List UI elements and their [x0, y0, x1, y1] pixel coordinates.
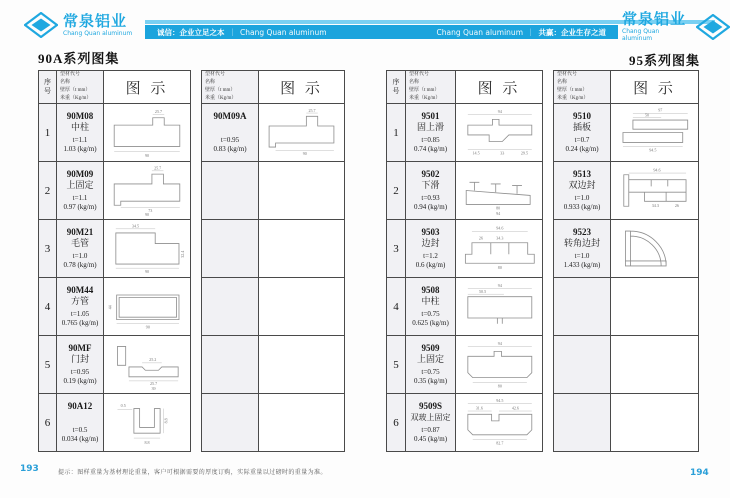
- row-index: 6: [387, 394, 406, 451]
- profile-thickness: t=0.93: [421, 194, 440, 203]
- table-95-main: [386, 70, 543, 452]
- table-row: [387, 161, 542, 219]
- info-header-line: 型材代号: [205, 72, 226, 77]
- profile-info: [57, 162, 104, 219]
- profile-info: [406, 220, 456, 277]
- col-header-info: [406, 71, 456, 103]
- profile-outline: [134, 409, 160, 434]
- profile-thickness: t=0.87: [421, 425, 440, 434]
- empty-info-cell: [554, 394, 611, 451]
- diagram-header-label: 图 示: [633, 80, 676, 97]
- diagram-header-label: 图 示: [125, 80, 169, 97]
- dim-line: [117, 409, 163, 439]
- empty-diagram-cell: [259, 278, 344, 335]
- profile-diagram-cell: [104, 336, 190, 393]
- dim-label: 94.6: [653, 167, 661, 173]
- info-header-line: 型材代号: [557, 72, 578, 77]
- profile-thickness: t=0.7: [574, 136, 590, 145]
- profile-info: [554, 104, 611, 161]
- profile-diagram-90m09: [106, 164, 188, 217]
- info-header-line: 型材代号: [409, 72, 430, 77]
- empty-info-cell: [554, 336, 611, 393]
- profile-thickness: t=0.95: [70, 368, 90, 377]
- empty-diagram-cell: [259, 394, 344, 451]
- profile-weight: 0.78 (kg/m): [63, 261, 97, 270]
- profile-thickness: t=1.1: [72, 194, 88, 203]
- brand-name-en: Chang Quan aluminum: [63, 29, 133, 37]
- profile-diagram-9501: [458, 106, 540, 159]
- table-row: [387, 277, 542, 335]
- dim-label: 94: [497, 108, 502, 114]
- profile-diagram-cell: [456, 104, 542, 161]
- dim-label: 73: [148, 207, 153, 213]
- table-row: [387, 393, 542, 451]
- profile-info: [406, 162, 456, 219]
- profile-thickness: t=1.05: [70, 310, 90, 319]
- diagram-header-label: 图 示: [280, 80, 323, 97]
- table-90a-main: [38, 70, 191, 452]
- dim-label: 90: [144, 269, 150, 275]
- brand-name-cn: 常泉铝业: [622, 10, 687, 28]
- empty-row: [554, 393, 698, 451]
- dim-label: 34.3: [651, 203, 659, 209]
- banner-divider: ｜: [527, 27, 535, 37]
- profile-code: 9501: [421, 110, 440, 121]
- dim-label: 25.2: [149, 357, 157, 363]
- row-index: 3: [387, 220, 406, 277]
- profile-code: 9513: [573, 168, 591, 179]
- profile-weight: 0.24 (kg/m): [565, 145, 599, 154]
- profile-code: 9502: [421, 168, 440, 179]
- profile-thickness: t=1.1: [72, 136, 88, 145]
- profile-outline: [466, 182, 530, 204]
- profile-diagram-cell: [611, 104, 698, 161]
- profile-weight: 1.433 (kg/m): [563, 261, 601, 270]
- dim-line: [468, 114, 532, 149]
- table-row: [387, 335, 542, 393]
- info-header-line: 壁厚（t mm）: [205, 88, 236, 93]
- dim-label: 25.7: [308, 107, 316, 113]
- profile-weight: 0.94 (kg/m): [413, 203, 448, 212]
- dim-label: 90: [145, 324, 150, 330]
- profile-code: 9510: [573, 110, 591, 121]
- row-index: 5: [39, 336, 57, 393]
- dim-line: [623, 113, 688, 146]
- dim-line: [468, 346, 532, 382]
- profile-diagram-90m08: [106, 106, 188, 159]
- brand-name-en: Chang Quan aluminum: [622, 28, 660, 42]
- brand-name-block: [63, 11, 133, 37]
- banner-right-text: [436, 27, 606, 38]
- profile-outline: [116, 233, 179, 264]
- dim-label: 50: [644, 112, 650, 118]
- col-header-diagram: [456, 71, 542, 103]
- dim-label: 44: [107, 305, 113, 310]
- empty-row: [202, 335, 344, 393]
- profile-name: 门封: [70, 354, 89, 365]
- left-page-number: 193: [20, 464, 39, 474]
- profile-info: [57, 278, 104, 335]
- table-row: [39, 103, 190, 161]
- profile-outline: [114, 118, 180, 147]
- profile-code: 9503: [421, 226, 440, 237]
- table-header-row: [39, 71, 190, 103]
- profile-info: [57, 336, 104, 393]
- profile-name: 下滑: [421, 180, 440, 191]
- dim-label: 26: [478, 235, 484, 241]
- table-row: [554, 161, 698, 219]
- profile-diagram-90m44: [106, 280, 188, 333]
- profile-diagram-cell: [456, 394, 542, 451]
- profile-outline: [468, 414, 532, 435]
- table-header-row: [202, 71, 344, 103]
- dim-label: 14.5: [472, 150, 480, 156]
- profile-thickness: t=0.85: [421, 136, 440, 145]
- row-index: 2: [387, 162, 406, 219]
- profile-diagram-cell: [611, 162, 698, 219]
- banner-left-slogan: 诚信：企业立足之本: [157, 27, 225, 37]
- brand-diamond-icon: [24, 12, 58, 38]
- profile-info: [554, 162, 611, 219]
- profile-info: [406, 394, 456, 451]
- dim-label: 82.7: [496, 440, 504, 446]
- info-header-line: 米重（Kg/m）: [60, 96, 92, 101]
- profile-info: [554, 220, 611, 277]
- info-header-line: 名称: [409, 80, 420, 85]
- dim-label: 90: [144, 211, 150, 217]
- right-page-number: 194: [690, 468, 709, 478]
- profile-thickness: t=0.75: [421, 368, 440, 377]
- empty-info-cell: [202, 336, 259, 393]
- profile-outline: [465, 243, 534, 264]
- col-header-diagram: [104, 71, 190, 103]
- profile-outline: [117, 346, 178, 376]
- profile-info: [57, 104, 104, 161]
- profile-weight: 0.765 (kg/m): [61, 319, 99, 328]
- dim-label: 34.3: [496, 235, 504, 241]
- profile-thickness: t=1.0: [72, 252, 88, 261]
- row-index: 2: [39, 162, 57, 219]
- profile-outline: [114, 174, 180, 205]
- banner-divider: ｜: [228, 27, 236, 37]
- dim-label: 94.6: [496, 225, 504, 231]
- logo-right: [622, 12, 730, 42]
- table-row: [554, 219, 698, 277]
- profile-outline: [624, 175, 686, 207]
- table-row: [39, 161, 190, 219]
- profile-weight: 0.034 (kg/m): [61, 434, 99, 443]
- info-header-line: 壁厚（t mm）: [60, 88, 91, 93]
- dim-label: 8.8: [144, 439, 150, 445]
- profile-code: 90M21: [66, 226, 94, 237]
- profile-outline: [468, 119, 532, 141]
- banner-left-en: Chang Quan aluminum: [240, 27, 327, 37]
- dim-label: 94.5: [496, 398, 504, 403]
- profile-diagram-cell: [611, 220, 698, 277]
- dim-line: [116, 229, 179, 268]
- dim-label: 90: [144, 153, 150, 159]
- profile-weight: 0.74 (kg/m): [413, 145, 448, 154]
- profile-code: 9509: [421, 342, 440, 353]
- profile-code: 90A12: [67, 401, 93, 412]
- dim-label: 80: [496, 205, 501, 211]
- profile-info: [406, 278, 456, 335]
- profile-code: 90M09: [66, 168, 94, 179]
- col-header-info: [554, 71, 611, 103]
- profile-weight: 0.933 (kg/m): [563, 203, 601, 212]
- table-90a-extra: [201, 70, 345, 452]
- profile-weight: 0.6 (kg/m): [415, 261, 446, 270]
- dim-label: 31.6: [475, 405, 483, 411]
- profile-outline: [623, 120, 688, 142]
- profile-name: 双玻上固定: [410, 412, 451, 422]
- dim-line: [276, 113, 334, 150]
- profile-thickness: t=0.95: [220, 135, 240, 144]
- profile-diagram-9523: [613, 222, 696, 275]
- row-index: 1: [39, 104, 57, 161]
- profile-info: [57, 394, 104, 451]
- table-row: [39, 393, 190, 451]
- profile-name: 毛管: [70, 238, 89, 249]
- dim-label: 29.5: [520, 150, 529, 156]
- row-index: 5: [387, 336, 406, 393]
- dim-label: 50.5: [479, 288, 487, 294]
- dim-label: 34.5: [131, 223, 140, 229]
- table-row: [39, 335, 190, 393]
- col-header-index: [387, 71, 406, 103]
- profile-name: 固上滑: [416, 122, 444, 133]
- profile-weight: 0.83 (kg/m): [213, 144, 247, 153]
- col-header-index: [39, 71, 57, 103]
- profile-diagram-cell: [259, 104, 344, 161]
- brand-diamond-icon: [696, 14, 730, 40]
- col-header-diagram: [611, 71, 698, 103]
- col-header-info: [57, 71, 104, 103]
- profile-diagram-9502: [458, 164, 540, 217]
- profile-outline: [468, 351, 532, 377]
- empty-row: [202, 393, 344, 451]
- profile-diagram-90mf: [106, 338, 188, 391]
- dim-label: 26: [674, 203, 679, 209]
- table-row: [387, 219, 542, 277]
- profile-diagram-cell: [456, 336, 542, 393]
- profile-name: 方管: [70, 296, 89, 307]
- empty-info-cell: [202, 278, 259, 335]
- info-header-line: 名称: [205, 80, 216, 85]
- profile-weight: 0.97 (kg/m): [63, 203, 97, 212]
- info-header-line: 名称: [60, 80, 71, 85]
- info-header-line: 壁厚（t mm）: [557, 88, 588, 93]
- col-header-info: [202, 71, 259, 103]
- table-row: [554, 103, 698, 161]
- profile-code: 90MF: [68, 342, 92, 353]
- dim-label: 25.7: [154, 165, 162, 171]
- profile-diagram-cell: [456, 162, 542, 219]
- empty-row: [554, 335, 698, 393]
- brand-name-cn: 常泉铝业: [63, 11, 128, 30]
- dim-label: 80: [497, 265, 502, 270]
- profile-diagram-9509s: [458, 396, 540, 449]
- profile-diagram-9508: [458, 280, 540, 333]
- profile-code: 9508: [421, 284, 440, 295]
- profile-code: 90M44: [66, 284, 94, 295]
- dim-label: 25.7: [154, 108, 163, 114]
- profile-name: 插板: [572, 122, 591, 133]
- profile-weight: 0.625 (kg/m): [412, 319, 449, 328]
- empty-row: [202, 161, 344, 219]
- empty-diagram-cell: [259, 162, 344, 219]
- dim-label: 94: [497, 282, 502, 288]
- profile-thickness: t=1.2: [423, 252, 438, 261]
- info-header-line: 型材代号: [60, 72, 81, 77]
- profile-weight: 0.45 (kg/m): [413, 434, 448, 443]
- row-index: 1: [387, 104, 406, 161]
- profile-outline: [269, 116, 334, 147]
- profile-name: 中柱: [421, 296, 440, 307]
- diagram-header-label: 图 示: [477, 80, 521, 97]
- empty-info-cell: [554, 278, 611, 335]
- dim-label: 97: [658, 107, 663, 113]
- dim-line: [129, 363, 178, 381]
- banner-right-en: Chang Quan aluminum: [436, 27, 523, 37]
- info-header-line: 米重（Kg/m）: [409, 96, 441, 101]
- profile-diagram-cell: [104, 220, 190, 277]
- table-row: [387, 103, 542, 161]
- profile-diagram-9510: [613, 106, 696, 159]
- dim-label: 94.5: [649, 147, 657, 153]
- profile-diagram-cell: [104, 394, 190, 451]
- profile-name: 边封: [421, 238, 440, 249]
- right-page-title: 95系列图集: [628, 53, 700, 68]
- dim-label: 0.5: [120, 402, 126, 408]
- info-header-line: 米重（Kg/m）: [205, 96, 237, 101]
- dim-label: 8.8: [163, 418, 169, 424]
- profile-name: 双边封: [568, 180, 596, 191]
- logo-left: [24, 12, 132, 38]
- profile-weight: 1.03 (kg/m): [63, 145, 97, 154]
- profile-outline: [625, 231, 666, 266]
- banner-right-slogan: 共赢：企业生存之道: [538, 27, 606, 37]
- empty-diagram-cell: [611, 394, 698, 451]
- profile-thickness: t=0.75: [421, 310, 440, 319]
- table-row: [39, 277, 190, 335]
- profile-outline: [117, 295, 179, 320]
- table-95-extra: [553, 70, 699, 452]
- profile-diagram-cell: [456, 278, 542, 335]
- empty-row: [202, 277, 344, 335]
- profile-diagram-9509: [458, 338, 540, 391]
- row-index: 4: [387, 278, 406, 335]
- empty-diagram-cell: [611, 336, 698, 393]
- profile-code: 9509S: [418, 401, 442, 412]
- empty-diagram-cell: [611, 278, 698, 335]
- dim-label: 25.7: [149, 381, 158, 386]
- table-row: [202, 103, 344, 161]
- empty-info-cell: [202, 394, 259, 451]
- col-header-index-label: 序号: [44, 77, 51, 95]
- profile-weight: 0.19 (kg/m): [63, 377, 97, 386]
- profile-weight: 0.35 (kg/m): [413, 377, 448, 386]
- row-index: 6: [39, 394, 57, 451]
- row-index: 3: [39, 220, 57, 277]
- left-page-title: 90A系列图集: [38, 51, 120, 66]
- dim-label: 33: [500, 150, 505, 156]
- profile-diagram-9513: [613, 164, 696, 217]
- profile-code: 9523: [573, 226, 591, 237]
- empty-info-cell: [202, 220, 259, 277]
- info-header-line: 壁厚（t mm）: [409, 88, 440, 93]
- profile-diagram-90a12: [106, 396, 188, 449]
- table-row: [39, 219, 190, 277]
- profile-diagram-9503: [458, 222, 540, 275]
- dim-label: 32.4: [179, 250, 185, 258]
- empty-info-cell: [202, 162, 259, 219]
- row-index: 4: [39, 278, 57, 335]
- table-header-row: [554, 71, 698, 103]
- profile-thickness: t=0.5: [72, 425, 88, 434]
- empty-diagram-cell: [259, 336, 344, 393]
- profile-info: [406, 336, 456, 393]
- profile-name: 转角边封: [563, 238, 600, 249]
- profile-diagram-90m21: [106, 222, 188, 275]
- dim-label: 39: [151, 385, 156, 391]
- dim-line: [121, 171, 180, 208]
- header-banner: [145, 25, 618, 39]
- brand-name-block: [622, 12, 691, 42]
- footer-note: 提示：图样重量为基材理论重量，客户可根据需要的厚度订购，实际重量以过磅时的重量为准。: [58, 470, 327, 476]
- info-header-line: 名称: [557, 80, 568, 85]
- profile-name: 上固定: [66, 180, 94, 191]
- dim-line: [114, 114, 180, 151]
- empty-row: [202, 219, 344, 277]
- profile-code: 90M09A: [213, 111, 247, 122]
- dim-label: 94: [497, 340, 502, 346]
- profile-diagram-cell: [104, 104, 190, 161]
- dim-label: 94: [496, 211, 501, 217]
- profile-diagram-cell: [456, 220, 542, 277]
- dim-label: 90: [302, 151, 307, 157]
- profile-outline: [468, 297, 532, 324]
- empty-diagram-cell: [259, 220, 344, 277]
- dim-line: [468, 288, 532, 294]
- profile-diagram-90m09a: [261, 106, 342, 159]
- profile-thickness: t=1.0: [574, 194, 590, 203]
- profile-name: 中柱: [70, 122, 89, 133]
- profile-diagram-cell: [104, 278, 190, 335]
- col-header-index-label: 序号: [392, 77, 400, 95]
- profile-info: [202, 104, 259, 161]
- profile-info: [57, 220, 104, 277]
- table-header-row: [387, 71, 542, 103]
- col-header-diagram: [259, 71, 344, 103]
- profile-info: [406, 104, 456, 161]
- profile-diagram-cell: [104, 162, 190, 219]
- info-header-line: 米重（Kg/m）: [557, 96, 589, 101]
- profile-thickness: t=1.0: [574, 252, 590, 261]
- dim-label: 80: [497, 383, 502, 389]
- profile-name: 上固定: [416, 354, 444, 365]
- banner-left-text: [157, 27, 327, 38]
- profile-code: 90M08: [66, 110, 94, 121]
- empty-row: [554, 277, 698, 335]
- dim-label: 42.6: [511, 405, 519, 411]
